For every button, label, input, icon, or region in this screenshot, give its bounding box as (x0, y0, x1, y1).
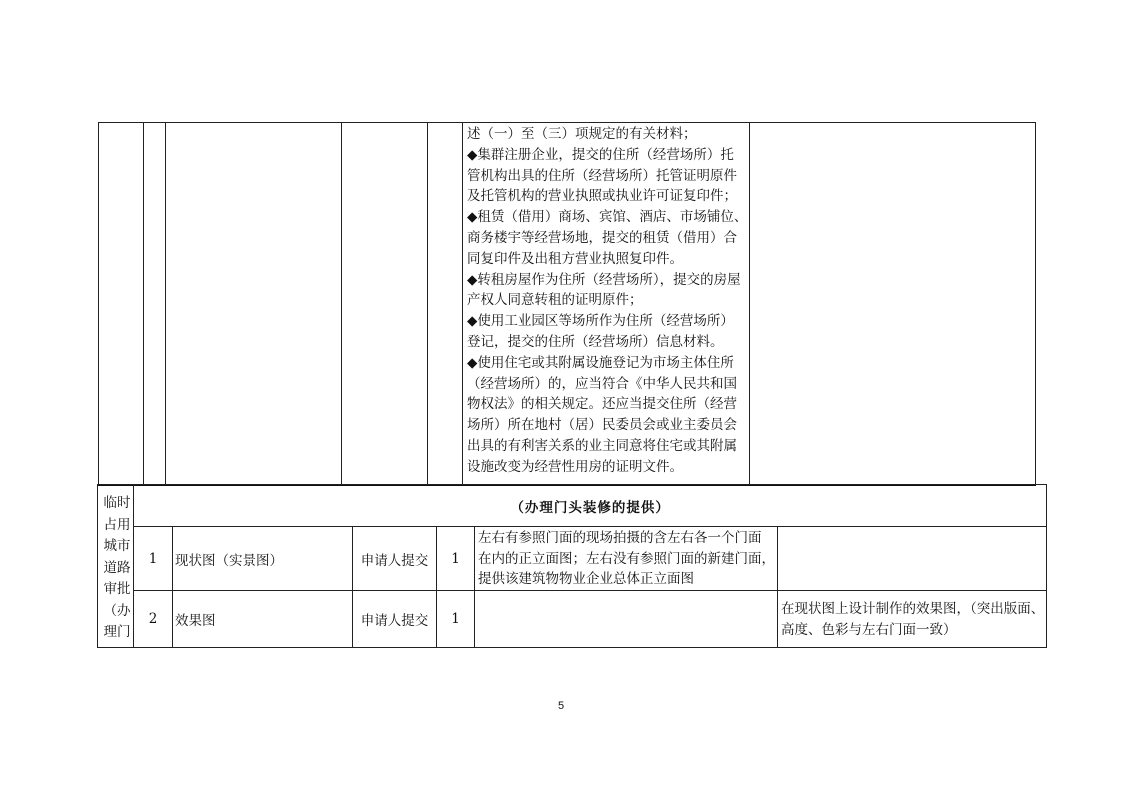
page-number: 5 (557, 700, 565, 712)
text-line: 在内的正立面图；左右没有参照门面的新建门面， (478, 550, 775, 567)
material-source: 申请人提交 (353, 591, 437, 648)
row-number: 2 (134, 591, 173, 648)
number-cell (144, 123, 166, 485)
category-line: （办 (103, 602, 131, 619)
category-line: 审批 (103, 581, 131, 597)
item-category-label (98, 485, 134, 648)
category-line: 理门 (103, 624, 131, 640)
material-requirements (475, 527, 778, 591)
text-line: ◆转租房屋作为住所（经营场所），提交的房屋 (467, 271, 741, 288)
text-line: 管机构出具的住所（经营场所）托管证明原件 (467, 167, 737, 184)
material-name-cell (166, 123, 342, 485)
text-line: 同复印件及出租方营业执照复印件。 (467, 250, 683, 267)
requirements-text (463, 123, 749, 478)
text-line: 产权人同意转租的证明原件； (467, 292, 643, 309)
materials-table-continued (98, 122, 1036, 486)
category-cell (99, 123, 144, 485)
text-line: ◆使用工业园区等场所作为住所（经营场所） (467, 313, 734, 330)
text-line: 商务楼宇等经营场地，提交的租赁（借用）合 (467, 229, 737, 246)
text-line: ◆租赁（借用）商场、宾馆、酒店、市场铺位、 (467, 209, 748, 226)
storefront-materials-table (97, 484, 1047, 648)
text-line: 场所）所在地村（居）民委员会或业主委员会 (467, 417, 737, 434)
material-name: 效果图 (173, 591, 353, 648)
category-line: 占用 (103, 516, 131, 533)
material-requirements (475, 591, 778, 648)
text-line: 述（一）至（三）项规定的有关材料； (467, 126, 697, 142)
material-source: 申请人提交 (353, 527, 437, 591)
category-line: 临时 (103, 495, 131, 511)
material-remarks (778, 527, 1047, 591)
count-cell (428, 123, 463, 485)
text-line: 物权法》的相关规定。还应当提交住所（经营 (467, 396, 737, 413)
text-line: 设施改变为经营性用房的证明文件。 (467, 458, 683, 475)
text-line: 出具的有利害关系的业主同意将住宅或其附属 (467, 437, 737, 454)
text-line: 左右有参照门面的现场拍摄的含左右各一个门面 (478, 530, 762, 546)
remarks-cell (750, 123, 1036, 485)
requirements-cell (463, 123, 750, 485)
material-name: 现状图（实景图） (173, 527, 353, 591)
table-row (98, 527, 1047, 591)
category-line: 城市 (103, 538, 131, 554)
text-line: 高度、色彩与左右门面一致） (781, 621, 957, 638)
category-line: 道路 (103, 559, 131, 576)
text-line: 登记，提交的住所（经营场所）信息材料。 (467, 333, 724, 350)
text-line: 提供该建筑物物业企业总体正立面图 (478, 571, 694, 587)
text-line: ◆使用住宅或其附属设施登记为市场主体住所 (467, 354, 734, 371)
source-cell (342, 123, 428, 485)
material-remarks (778, 591, 1047, 648)
section-title: （办理门头装修的提供） (134, 485, 1047, 527)
text-line: 在现状图上设计制作的效果图，（突出版面、 (781, 601, 1045, 617)
text-line: 及托管机构的营业执照或执业许可证复印件； (467, 188, 737, 205)
row-number: 1 (134, 527, 173, 591)
copy-count: 1 (437, 591, 475, 648)
text-line: （经营场所）的，应当符合《中华人民共和国 (467, 375, 737, 392)
copy-count: 1 (437, 527, 475, 591)
text-line: ◆集群注册企业，提交的住所（经营场所）托 (467, 146, 734, 163)
table-row (98, 591, 1047, 648)
